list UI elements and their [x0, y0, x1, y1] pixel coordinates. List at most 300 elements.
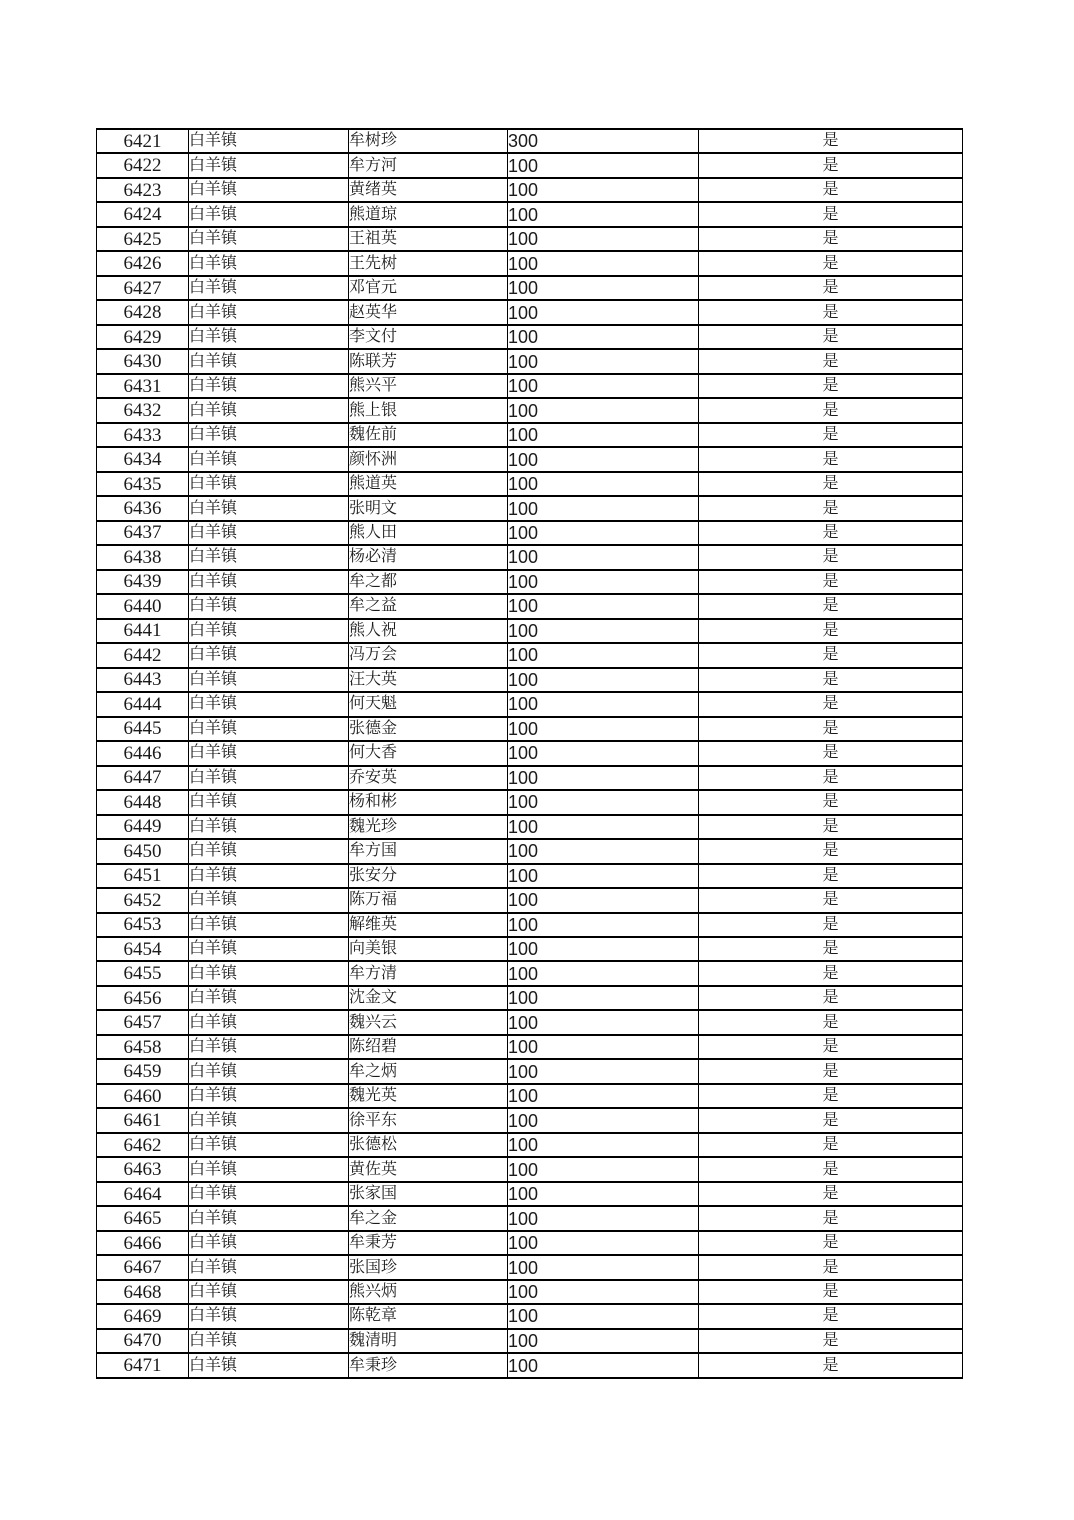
town-cell: 白羊镇: [189, 1280, 349, 1304]
table-row: [97, 1010, 963, 1034]
name-cell: 牟秉珍: [349, 1353, 508, 1378]
name-cell: 魏兴云: [349, 1010, 508, 1034]
town-cell: 白羊镇: [189, 1108, 349, 1132]
table-row: [97, 1182, 963, 1206]
town-cell: 白羊镇: [189, 1353, 349, 1378]
amount-cell: 100: [508, 1157, 699, 1181]
index-cell: 6424: [97, 202, 189, 226]
name-cell: 解维英: [349, 913, 508, 937]
status-cell: 是: [699, 1231, 963, 1255]
town-cell: 白羊镇: [189, 619, 349, 643]
table-row: [97, 1353, 963, 1378]
name-cell: 熊人祝: [349, 619, 508, 643]
amount-cell: 100: [508, 202, 699, 226]
name-cell: 颜怀洲: [349, 447, 508, 471]
table-row: [97, 864, 963, 888]
town-cell: 白羊镇: [189, 1084, 349, 1108]
status-cell: 是: [699, 1084, 963, 1108]
town-cell: 白羊镇: [189, 790, 349, 814]
amount-cell: 100: [508, 741, 699, 765]
name-cell: 何天魁: [349, 692, 508, 716]
amount-cell: 100: [508, 839, 699, 863]
amount-cell: 100: [508, 1010, 699, 1034]
index-cell: 6447: [97, 766, 189, 790]
index-cell: 6438: [97, 545, 189, 569]
table-row: [97, 643, 963, 667]
table-row: [97, 961, 963, 985]
name-cell: 张德金: [349, 717, 508, 741]
name-cell: 牟方清: [349, 961, 508, 985]
name-cell: 黄绪英: [349, 178, 508, 202]
amount-cell: 100: [508, 1206, 699, 1230]
index-cell: 6429: [97, 325, 189, 349]
town-cell: 白羊镇: [189, 227, 349, 251]
amount-cell: 100: [508, 349, 699, 373]
name-cell: 陈绍碧: [349, 1035, 508, 1059]
index-cell: 6470: [97, 1329, 189, 1353]
index-cell: 6450: [97, 839, 189, 863]
index-cell: 6426: [97, 251, 189, 275]
name-cell: 牟树珍: [349, 129, 508, 153]
index-cell: 6469: [97, 1304, 189, 1328]
town-cell: 白羊镇: [189, 1010, 349, 1034]
name-cell: 赵英华: [349, 300, 508, 324]
index-cell: 6463: [97, 1157, 189, 1181]
status-cell: 是: [699, 325, 963, 349]
table-row: [97, 153, 963, 177]
status-cell: 是: [699, 1206, 963, 1230]
name-cell: 向美银: [349, 937, 508, 961]
table-row: [97, 1059, 963, 1083]
name-cell: 邓官元: [349, 276, 508, 300]
status-cell: 是: [699, 790, 963, 814]
amount-cell: 100: [508, 913, 699, 937]
status-cell: 是: [699, 864, 963, 888]
name-cell: 牟方国: [349, 839, 508, 863]
town-cell: 白羊镇: [189, 1231, 349, 1255]
table-row: [97, 790, 963, 814]
status-cell: 是: [699, 1329, 963, 1353]
town-cell: 白羊镇: [189, 668, 349, 692]
name-cell: 李文付: [349, 325, 508, 349]
status-cell: 是: [699, 937, 963, 961]
index-cell: 6425: [97, 227, 189, 251]
status-cell: 是: [699, 202, 963, 226]
town-cell: 白羊镇: [189, 766, 349, 790]
status-cell: 是: [699, 1353, 963, 1378]
town-cell: 白羊镇: [189, 1182, 349, 1206]
town-cell: 白羊镇: [189, 864, 349, 888]
index-cell: 6422: [97, 153, 189, 177]
status-cell: 是: [699, 1133, 963, 1157]
index-cell: 6452: [97, 888, 189, 912]
town-cell: 白羊镇: [189, 276, 349, 300]
table-row: [97, 227, 963, 251]
town-cell: 白羊镇: [189, 594, 349, 618]
amount-cell: 100: [508, 521, 699, 545]
index-cell: 6448: [97, 790, 189, 814]
table-row: [97, 570, 963, 594]
index-cell: 6458: [97, 1035, 189, 1059]
table-row: [97, 766, 963, 790]
table-row: [97, 1133, 963, 1157]
amount-cell: 100: [508, 1304, 699, 1328]
town-cell: 白羊镇: [189, 129, 349, 153]
town-cell: 白羊镇: [189, 913, 349, 937]
name-cell: 何大香: [349, 741, 508, 765]
amount-cell: 100: [508, 888, 699, 912]
index-cell: 6461: [97, 1108, 189, 1132]
table-row: [97, 276, 963, 300]
town-cell: 白羊镇: [189, 1304, 349, 1328]
amount-cell: 100: [508, 864, 699, 888]
amount-cell: 100: [508, 178, 699, 202]
index-cell: 6464: [97, 1182, 189, 1206]
town-cell: 白羊镇: [189, 202, 349, 226]
town-cell: 白羊镇: [189, 521, 349, 545]
status-cell: 是: [699, 472, 963, 496]
amount-cell: 100: [508, 276, 699, 300]
name-cell: 牟之益: [349, 594, 508, 618]
amount-cell: 100: [508, 398, 699, 422]
town-cell: 白羊镇: [189, 178, 349, 202]
index-cell: 6442: [97, 643, 189, 667]
status-cell: 是: [699, 251, 963, 275]
name-cell: 汪大英: [349, 668, 508, 692]
amount-cell: 100: [508, 1133, 699, 1157]
town-cell: 白羊镇: [189, 986, 349, 1010]
status-cell: 是: [699, 423, 963, 447]
table-row: [97, 496, 963, 520]
status-cell: 是: [699, 643, 963, 667]
amount-cell: 100: [508, 594, 699, 618]
name-cell: 黄佐英: [349, 1157, 508, 1181]
index-cell: 6436: [97, 496, 189, 520]
index-cell: 6446: [97, 741, 189, 765]
index-cell: 6451: [97, 864, 189, 888]
status-cell: 是: [699, 1035, 963, 1059]
name-cell: 张国珍: [349, 1255, 508, 1279]
index-cell: 6443: [97, 668, 189, 692]
index-cell: 6428: [97, 300, 189, 324]
table-row: [97, 1157, 963, 1181]
name-cell: 熊人田: [349, 521, 508, 545]
amount-cell: 300: [508, 129, 699, 153]
index-cell: 6466: [97, 1231, 189, 1255]
index-cell: 6430: [97, 349, 189, 373]
table-row: [97, 521, 963, 545]
name-cell: 沈金文: [349, 986, 508, 1010]
table-row: [97, 741, 963, 765]
data-table: [96, 128, 963, 1379]
name-cell: 陈万福: [349, 888, 508, 912]
table-row: [97, 447, 963, 471]
table-row: [97, 815, 963, 839]
table-row: [97, 668, 963, 692]
table-row: [97, 839, 963, 863]
status-cell: 是: [699, 888, 963, 912]
name-cell: 陈联芳: [349, 349, 508, 373]
table-row: [97, 913, 963, 937]
town-cell: 白羊镇: [189, 496, 349, 520]
index-cell: 6445: [97, 717, 189, 741]
status-cell: 是: [699, 447, 963, 471]
amount-cell: 100: [508, 961, 699, 985]
status-cell: 是: [699, 1157, 963, 1181]
table-row: [97, 937, 963, 961]
table-row: [97, 1304, 963, 1328]
town-cell: 白羊镇: [189, 1059, 349, 1083]
name-cell: 魏佐前: [349, 423, 508, 447]
town-cell: 白羊镇: [189, 839, 349, 863]
status-cell: 是: [699, 839, 963, 863]
town-cell: 白羊镇: [189, 325, 349, 349]
status-cell: 是: [699, 1010, 963, 1034]
name-cell: 牟之金: [349, 1206, 508, 1230]
table-row: [97, 692, 963, 716]
status-cell: 是: [699, 300, 963, 324]
town-cell: 白羊镇: [189, 815, 349, 839]
town-cell: 白羊镇: [189, 1255, 349, 1279]
name-cell: 牟秉芳: [349, 1231, 508, 1255]
amount-cell: 100: [508, 643, 699, 667]
amount-cell: 100: [508, 668, 699, 692]
amount-cell: 100: [508, 1084, 699, 1108]
amount-cell: 100: [508, 815, 699, 839]
table-row: [97, 1084, 963, 1108]
town-cell: 白羊镇: [189, 937, 349, 961]
amount-cell: 100: [508, 1182, 699, 1206]
index-cell: 6432: [97, 398, 189, 422]
amount-cell: 100: [508, 766, 699, 790]
table-body: [97, 129, 963, 1378]
amount-cell: 100: [508, 717, 699, 741]
table-row: [97, 1108, 963, 1132]
index-cell: 6468: [97, 1280, 189, 1304]
name-cell: 乔安英: [349, 766, 508, 790]
table-row: [97, 619, 963, 643]
name-cell: 徐平东: [349, 1108, 508, 1132]
index-cell: 6454: [97, 937, 189, 961]
town-cell: 白羊镇: [189, 692, 349, 716]
town-cell: 白羊镇: [189, 251, 349, 275]
town-cell: 白羊镇: [189, 447, 349, 471]
name-cell: 张德松: [349, 1133, 508, 1157]
status-cell: 是: [699, 496, 963, 520]
table-row: [97, 1231, 963, 1255]
table-row: [97, 202, 963, 226]
amount-cell: 100: [508, 619, 699, 643]
status-cell: 是: [699, 1280, 963, 1304]
name-cell: 魏清明: [349, 1329, 508, 1353]
town-cell: 白羊镇: [189, 643, 349, 667]
name-cell: 魏光英: [349, 1084, 508, 1108]
index-cell: 6431: [97, 374, 189, 398]
table-row: [97, 986, 963, 1010]
status-cell: 是: [699, 398, 963, 422]
amount-cell: 100: [508, 472, 699, 496]
table-row: [97, 398, 963, 422]
status-cell: 是: [699, 986, 963, 1010]
status-cell: 是: [699, 521, 963, 545]
status-cell: 是: [699, 815, 963, 839]
name-cell: 杨必清: [349, 545, 508, 569]
town-cell: 白羊镇: [189, 374, 349, 398]
town-cell: 白羊镇: [189, 423, 349, 447]
table-row: [97, 1280, 963, 1304]
name-cell: 牟之都: [349, 570, 508, 594]
town-cell: 白羊镇: [189, 570, 349, 594]
index-cell: 6471: [97, 1353, 189, 1378]
table-row: [97, 888, 963, 912]
index-cell: 6453: [97, 913, 189, 937]
amount-cell: 100: [508, 447, 699, 471]
town-cell: 白羊镇: [189, 1157, 349, 1181]
table-row: [97, 594, 963, 618]
amount-cell: 100: [508, 937, 699, 961]
town-cell: 白羊镇: [189, 398, 349, 422]
status-cell: 是: [699, 276, 963, 300]
status-cell: 是: [699, 913, 963, 937]
amount-cell: 100: [508, 1280, 699, 1304]
index-cell: 6444: [97, 692, 189, 716]
status-cell: 是: [699, 1182, 963, 1206]
amount-cell: 100: [508, 325, 699, 349]
index-cell: 6433: [97, 423, 189, 447]
status-cell: 是: [699, 619, 963, 643]
amount-cell: 100: [508, 1035, 699, 1059]
status-cell: 是: [699, 692, 963, 716]
status-cell: 是: [699, 1059, 963, 1083]
status-cell: 是: [699, 227, 963, 251]
index-cell: 6440: [97, 594, 189, 618]
name-cell: 陈乾章: [349, 1304, 508, 1328]
name-cell: 冯万会: [349, 643, 508, 667]
amount-cell: 100: [508, 1255, 699, 1279]
index-cell: 6465: [97, 1206, 189, 1230]
name-cell: 杨和彬: [349, 790, 508, 814]
status-cell: 是: [699, 545, 963, 569]
index-cell: 6467: [97, 1255, 189, 1279]
name-cell: 张家国: [349, 1182, 508, 1206]
table-row: [97, 1329, 963, 1353]
index-cell: 6456: [97, 986, 189, 1010]
town-cell: 白羊镇: [189, 741, 349, 765]
name-cell: 牟之炳: [349, 1059, 508, 1083]
index-cell: 6435: [97, 472, 189, 496]
town-cell: 白羊镇: [189, 545, 349, 569]
table-row: [97, 545, 963, 569]
town-cell: 白羊镇: [189, 961, 349, 985]
name-cell: 魏光珍: [349, 815, 508, 839]
table-row: [97, 472, 963, 496]
amount-cell: 100: [508, 692, 699, 716]
index-cell: 6462: [97, 1133, 189, 1157]
amount-cell: 100: [508, 1059, 699, 1083]
name-cell: 熊兴平: [349, 374, 508, 398]
name-cell: 张安分: [349, 864, 508, 888]
status-cell: 是: [699, 1255, 963, 1279]
town-cell: 白羊镇: [189, 300, 349, 324]
town-cell: 白羊镇: [189, 888, 349, 912]
table-row: [97, 1206, 963, 1230]
status-cell: 是: [699, 349, 963, 373]
status-cell: 是: [699, 717, 963, 741]
amount-cell: 100: [508, 790, 699, 814]
index-cell: 6459: [97, 1059, 189, 1083]
table-row: [97, 300, 963, 324]
amount-cell: 100: [508, 545, 699, 569]
status-cell: 是: [699, 570, 963, 594]
amount-cell: 100: [508, 300, 699, 324]
index-cell: 6421: [97, 129, 189, 153]
index-cell: 6423: [97, 178, 189, 202]
amount-cell: 100: [508, 153, 699, 177]
name-cell: 熊道英: [349, 472, 508, 496]
town-cell: 白羊镇: [189, 153, 349, 177]
town-cell: 白羊镇: [189, 1133, 349, 1157]
index-cell: 6427: [97, 276, 189, 300]
amount-cell: 100: [508, 496, 699, 520]
index-cell: 6455: [97, 961, 189, 985]
town-cell: 白羊镇: [189, 1329, 349, 1353]
status-cell: 是: [699, 766, 963, 790]
status-cell: 是: [699, 153, 963, 177]
name-cell: 熊上银: [349, 398, 508, 422]
status-cell: 是: [699, 594, 963, 618]
name-cell: 熊道琼: [349, 202, 508, 226]
amount-cell: 100: [508, 1108, 699, 1132]
index-cell: 6441: [97, 619, 189, 643]
index-cell: 6449: [97, 815, 189, 839]
status-cell: 是: [699, 1304, 963, 1328]
index-cell: 6457: [97, 1010, 189, 1034]
status-cell: 是: [699, 741, 963, 765]
amount-cell: 100: [508, 1231, 699, 1255]
name-cell: 熊兴炳: [349, 1280, 508, 1304]
index-cell: 6439: [97, 570, 189, 594]
amount-cell: 100: [508, 570, 699, 594]
table-row: [97, 251, 963, 275]
amount-cell: 100: [508, 374, 699, 398]
amount-cell: 100: [508, 1329, 699, 1353]
table-row: [97, 1035, 963, 1059]
table-row: [97, 178, 963, 202]
town-cell: 白羊镇: [189, 349, 349, 373]
index-cell: 6434: [97, 447, 189, 471]
index-cell: 6437: [97, 521, 189, 545]
status-cell: 是: [699, 374, 963, 398]
amount-cell: 100: [508, 251, 699, 275]
table-row: [97, 1255, 963, 1279]
name-cell: 王先树: [349, 251, 508, 275]
table-row: [97, 129, 963, 153]
table-row: [97, 374, 963, 398]
table-row: [97, 349, 963, 373]
table-row: [97, 423, 963, 447]
town-cell: 白羊镇: [189, 1035, 349, 1059]
name-cell: 张明文: [349, 496, 508, 520]
status-cell: 是: [699, 961, 963, 985]
town-cell: 白羊镇: [189, 472, 349, 496]
name-cell: 王祖英: [349, 227, 508, 251]
town-cell: 白羊镇: [189, 717, 349, 741]
status-cell: 是: [699, 668, 963, 692]
table-row: [97, 325, 963, 349]
amount-cell: 100: [508, 227, 699, 251]
amount-cell: 100: [508, 1353, 699, 1378]
status-cell: 是: [699, 1108, 963, 1132]
